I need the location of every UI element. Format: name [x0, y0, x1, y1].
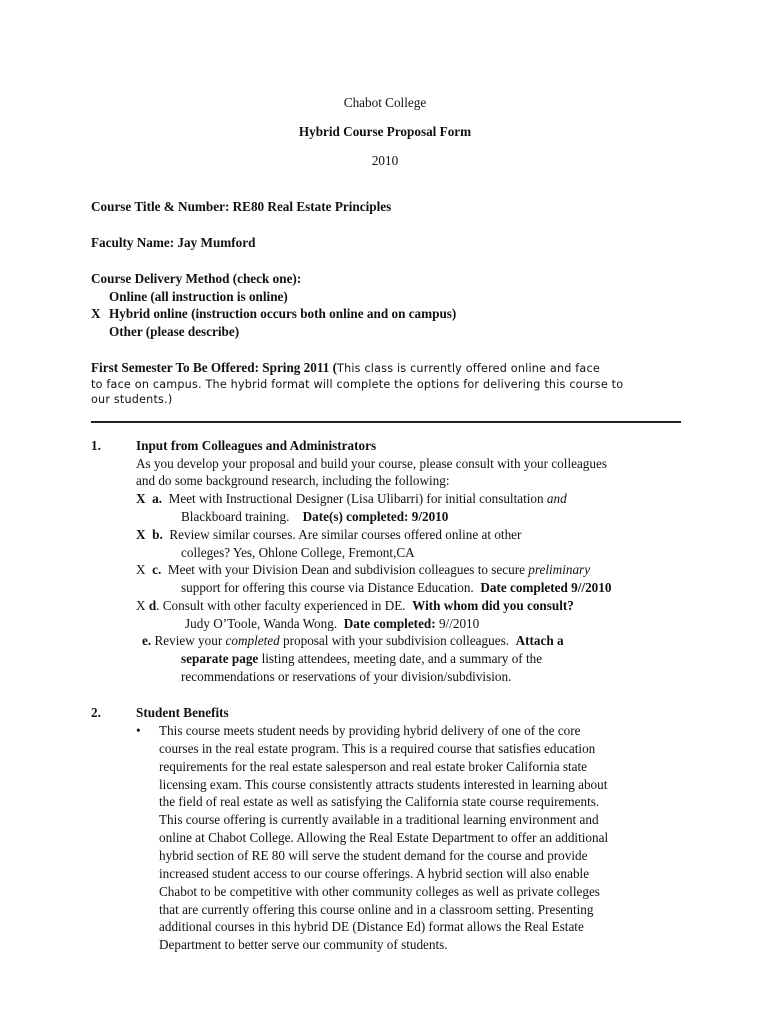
item-e-line-3: recommendations or reservations of your division/subdivision. — [181, 669, 512, 684]
item-d-date-label: Date completed: — [343, 616, 436, 631]
first-semester-note-2: to face on campus. The hybrid format will complete the options for delivering this course to — [91, 378, 624, 391]
section2-line: that are currently offering this course online and in a classroom setting. Presenting — [159, 902, 594, 917]
item-e-completed: completed — [225, 633, 280, 648]
item-b-mark: X — [136, 527, 146, 542]
item-a-and: and — [546, 491, 567, 506]
section2-line: This course offering is currently available in a traditional learning environment and — [159, 812, 599, 827]
section1-number: 1. — [91, 438, 101, 453]
section2-line: online at Chabot College. Allowing the Real Estate Department to offer an additional — [159, 830, 609, 845]
section2-line: Chabot to be competitive with other community colleges as well as private colleges — [159, 884, 600, 899]
item-c-mark: X — [136, 562, 146, 577]
item-c — [136, 561, 590, 579]
section1-intro-1: As you develop your proposal and build your course, please consult with your colleagues — [136, 456, 607, 471]
delivery-option-other: Other (please describe) — [109, 324, 240, 339]
section2-line: the field of real estate as well as satisfying the California state course requirements. — [159, 794, 600, 809]
item-d — [136, 597, 574, 615]
item-c-date: Date completed 9//2010 — [480, 580, 612, 595]
delivery-option-hybrid-mark: X — [91, 306, 101, 321]
delivery-option-hybrid: Hybrid online (instruction occurs both online and on campus) — [109, 306, 457, 321]
form-year: 2010 — [371, 153, 399, 168]
item-c-letter: c. — [152, 562, 162, 577]
item-b — [136, 526, 521, 544]
item-d-letter: d — [148, 598, 157, 613]
item-e-separate-page: separate page — [181, 651, 259, 666]
section2-line: courses in the real estate program. This is a required course that satisfies education — [159, 741, 596, 756]
item-e-text-1: Review your — [154, 633, 223, 648]
item-a-letter: a. — [152, 491, 163, 506]
section2-line: additional courses in this hybrid DE (Distance Ed) format allows the Real Estate — [159, 919, 584, 934]
item-b-cont: colleges? Yes, Ohlone College, Fremont,CA — [181, 545, 415, 560]
section2-line: licensing exam. This course consistently attracts students interested in learning about — [159, 777, 608, 792]
item-a — [136, 490, 567, 508]
item-d-cont-text: Judy O’Toole, Wanda Wong. — [185, 616, 338, 631]
section2-number: 2. — [91, 705, 101, 720]
item-e-text-3: listing attendees, meeting date, and a summary of the — [261, 651, 543, 666]
item-a-mark: X — [136, 491, 146, 506]
item-d-date-value: 9//2010 — [438, 616, 480, 631]
item-c-text: Meet with your Division Dean and subdivision colleagues to secure — [167, 562, 525, 577]
item-a-cont — [181, 508, 448, 526]
section2-heading: Student Benefits — [136, 705, 229, 720]
item-c-cont — [181, 579, 611, 597]
item-d-mark: X — [136, 598, 146, 613]
section2-line: This course meets student needs by providing hybrid delivery of one of the core — [159, 723, 581, 738]
section2-bullet: • — [136, 723, 141, 738]
first-semester-note-1: This class is currently offered online and face — [337, 362, 600, 375]
form-title: Hybrid Course Proposal Form — [298, 124, 472, 139]
item-a-text: Meet with Instructional Designer (Lisa Ulibarri) for initial consultation — [168, 491, 544, 506]
college-name: Chabot College — [343, 95, 427, 110]
section2-line: hybrid section of RE 80 will serve the student demand for the course and provide — [159, 848, 588, 863]
item-e-attach: Attach a — [515, 633, 564, 648]
item-d-cont — [185, 615, 479, 633]
item-e-text-2: proposal with your subdivision colleagues. — [283, 633, 510, 648]
item-e — [142, 632, 564, 650]
item-e-line-2 — [181, 650, 542, 668]
item-c-cont-text: support for offering this course via Distance Education. — [181, 580, 474, 595]
item-a-cont-text: Blackboard training. — [181, 509, 290, 524]
faculty-name: Faculty Name: Jay Mumford — [91, 235, 256, 250]
section-divider — [91, 421, 681, 423]
section2-line: requirements for the real estate salesperson and real estate broker California state — [159, 759, 588, 774]
item-b-letter: b. — [152, 527, 163, 542]
item-c-preliminary: preliminary — [528, 562, 591, 577]
course-title-number: Course Title & Number: RE80 Real Estate Principles — [91, 199, 392, 214]
item-a-date: Date(s) completed: 9/2010 — [302, 509, 449, 524]
section1-heading: Input from Colleagues and Administrators — [136, 438, 377, 453]
section2-line: Department to better serve our community of students. — [159, 937, 448, 952]
section2-line: increased student access to our course offerings. A hybrid section will also enable — [159, 866, 590, 881]
first-semester-note-3: our students.) — [91, 393, 173, 406]
item-d-text: . Consult with other faculty experienced in DE. — [156, 598, 406, 613]
section1-intro-2: and do some background research, including the following: — [136, 473, 450, 488]
delivery-method-label: Course Delivery Method (check one): — [91, 271, 302, 286]
first-semester-label: First Semester To Be Offered: Spring 2011 ( — [91, 360, 338, 375]
item-d-question: With whom did you consult? — [412, 598, 574, 613]
delivery-option-online: Online (all instruction is online) — [109, 289, 288, 304]
item-e-letter: e. — [142, 633, 152, 648]
item-b-text: Review similar courses. Are similar courses offered online at other — [169, 527, 522, 542]
